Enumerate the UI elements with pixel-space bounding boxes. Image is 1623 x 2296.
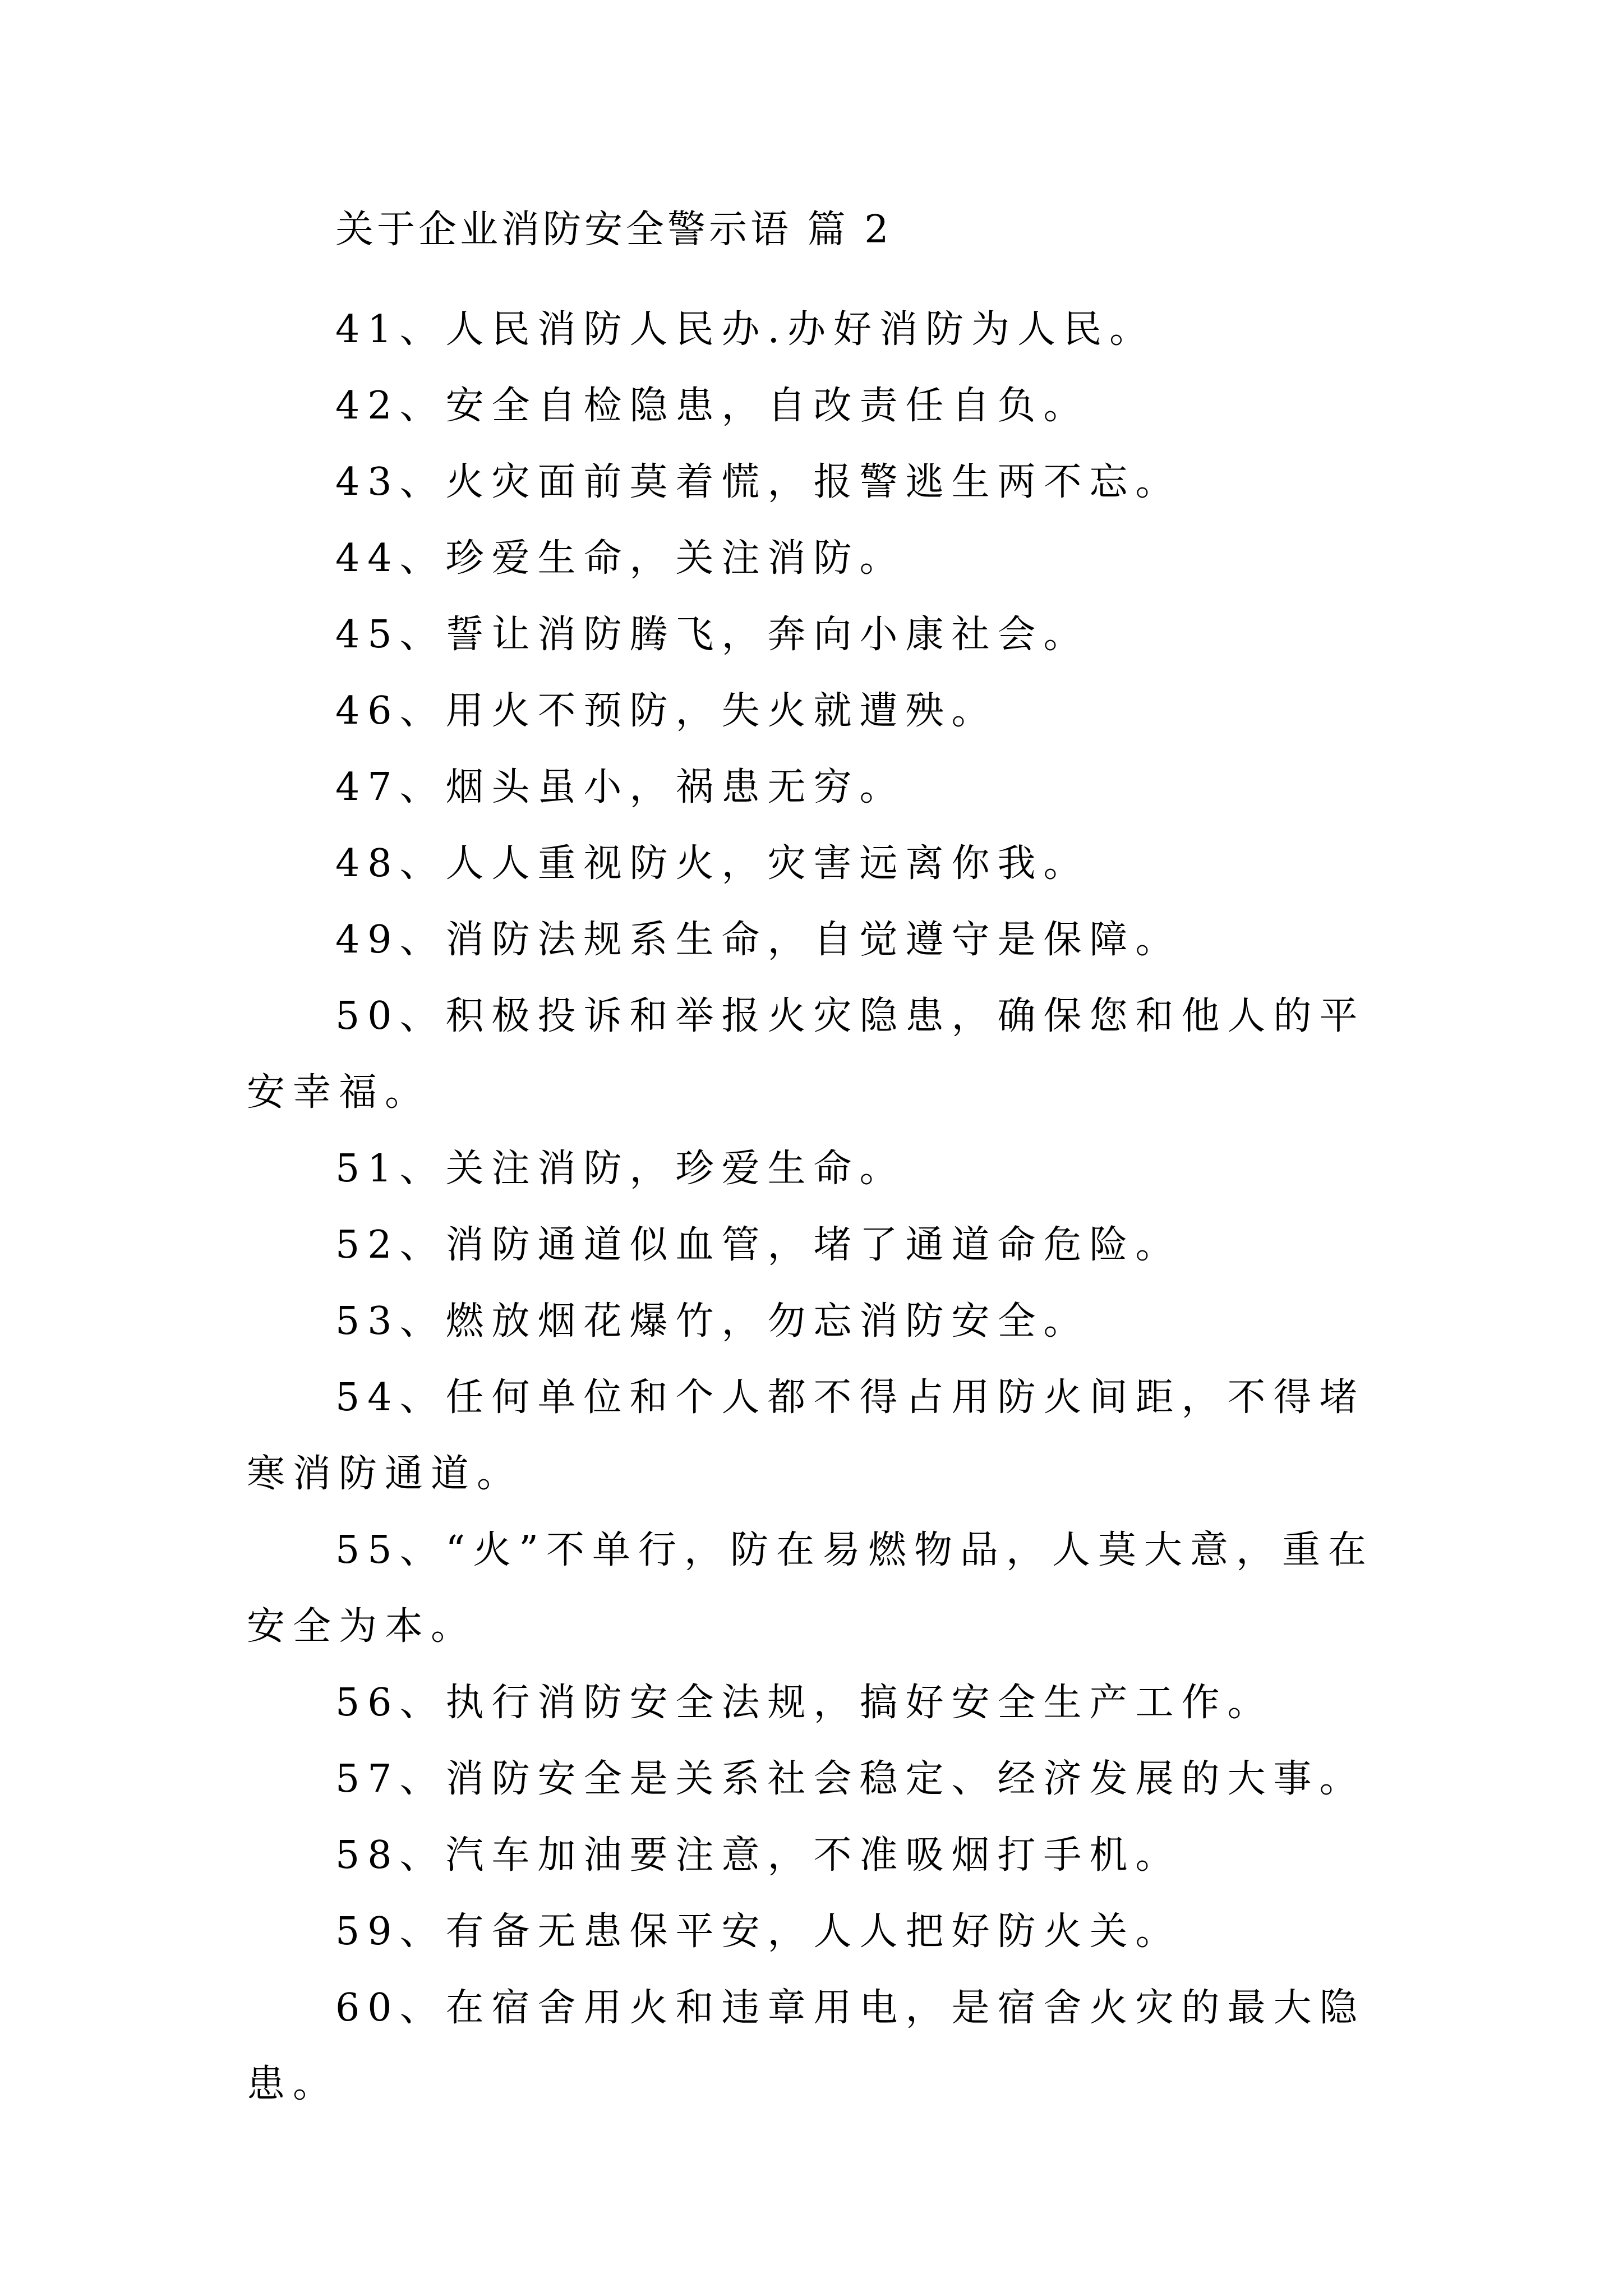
slogan-item: 58、汽车加油要注意，不准吸烟打手机。 xyxy=(335,1833,1182,1878)
slogan-item: 49、消防法规系生命，自觉遵守是保障。 xyxy=(335,918,1182,962)
slogan-item: 52、消防通道似血管，堵了通道命危险。 xyxy=(335,1223,1182,1267)
slogan-item: 44、珍爱生命，关注消防。 xyxy=(335,536,906,581)
slogan-item: 41、人民消防人民办.办好消防为人民。 xyxy=(335,307,1156,352)
document-title: 关于企业消防安全警示语 篇 2 xyxy=(335,208,892,252)
slogan-item: 43、火灾面前莫着慌，报警逃生两不忘。 xyxy=(335,460,1182,504)
slogan-item: 55、“火”不单行，防在易燃物品，人莫大意，重在安全为本。 xyxy=(247,1528,1375,1649)
slogan-item: 46、用火不预防，失火就遭殃。 xyxy=(335,689,998,733)
slogan-list xyxy=(247,292,1391,2123)
slogan-item: 51、关注消防，珍爱生命。 xyxy=(335,1147,906,1191)
slogan-item: 48、人人重视防火，灾害远离你我。 xyxy=(335,841,1090,886)
slogan-item: 56、执行消防安全法规，搞好安全生产工作。 xyxy=(335,1681,1274,1725)
slogan-item: 54、任何单位和个人都不得占用防火间距，不得堵寒消防通道。 xyxy=(247,1375,1366,1496)
slogan-item: 50、积极投诉和举报火灾隐患，确保您和他人的平安幸福。 xyxy=(247,994,1366,1115)
slogan-item: 47、烟头虽小，祸患无穷。 xyxy=(335,765,906,809)
slogan-item: 42、安全自检隐患，自改责任自负。 xyxy=(335,384,1090,428)
slogan-item: 57、消防安全是关系社会稳定、经济发展的大事。 xyxy=(335,1757,1366,1801)
slogan-item: 45、誓让消防腾飞，奔向小康社会。 xyxy=(335,613,1090,657)
slogan-item: 59、有备无患保平安，人人把好防火关。 xyxy=(335,1910,1182,1954)
slogan-item: 60、在宿舍用火和违章用电，是宿舍火灾的最大隐患。 xyxy=(247,1986,1366,2106)
slogan-item: 53、燃放烟花爆竹，勿忘消防安全。 xyxy=(335,1299,1090,1343)
